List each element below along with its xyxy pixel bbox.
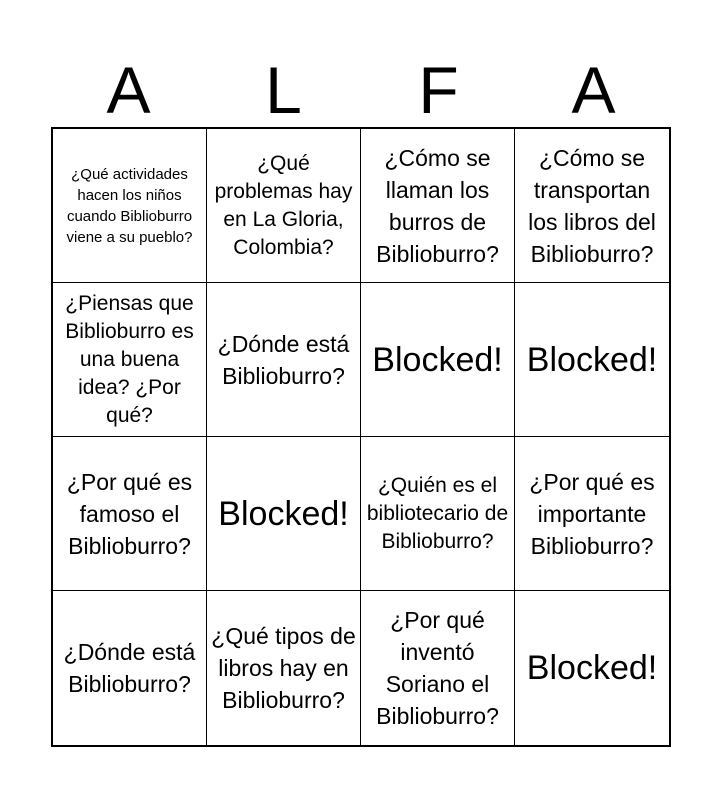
- blocked-cell: Blocked!: [526, 649, 658, 687]
- header-letter: A: [571, 53, 616, 127]
- header-letter: A: [106, 53, 151, 127]
- bingo-cell: ¿Piensas que Biblioburro es una buena idea? ¿Por qué?: [53, 283, 207, 437]
- blocked-cell: Blocked!: [207, 437, 361, 591]
- bingo-cell: ¿Quién es el bibliotecario de Biblioburro?: [361, 437, 515, 591]
- bingo-header: [51, 52, 671, 128]
- bingo-grid: [51, 127, 671, 747]
- bingo-cell: ¿Por qué inventó Soriano el Biblioburro?: [361, 591, 515, 745]
- blocked-cell: Blocked!: [361, 283, 515, 437]
- blocked-cell: Blocked!: [515, 283, 669, 437]
- bingo-cell: ¿Cómo se transportan los libros del Biblioburro?: [515, 129, 669, 283]
- header-letter: F: [418, 53, 459, 127]
- bingo-cell: ¿Por qué es famoso el Biblioburro?: [53, 437, 207, 591]
- bingo-cell: ¿Cómo se llaman los burros de Biblioburro?: [361, 129, 515, 283]
- header-letter: L: [265, 53, 302, 127]
- bingo-cell: ¿Dónde está Biblioburro?: [53, 591, 207, 745]
- bingo-cell: ¿Dónde está Biblioburro?: [207, 283, 361, 437]
- bingo-cell: ¿Por qué es importante Biblioburro?: [515, 437, 669, 591]
- bingo-cell: ¿Qué actividades hacen los niños cuando Biblioburro viene a su pueblo?: [53, 129, 207, 283]
- bingo-cell: ¿Qué tipos de libros hay en Biblioburro?: [207, 591, 361, 745]
- bingo-cell: ¿Qué problemas hay en La Gloria, Colombia?: [207, 129, 361, 283]
